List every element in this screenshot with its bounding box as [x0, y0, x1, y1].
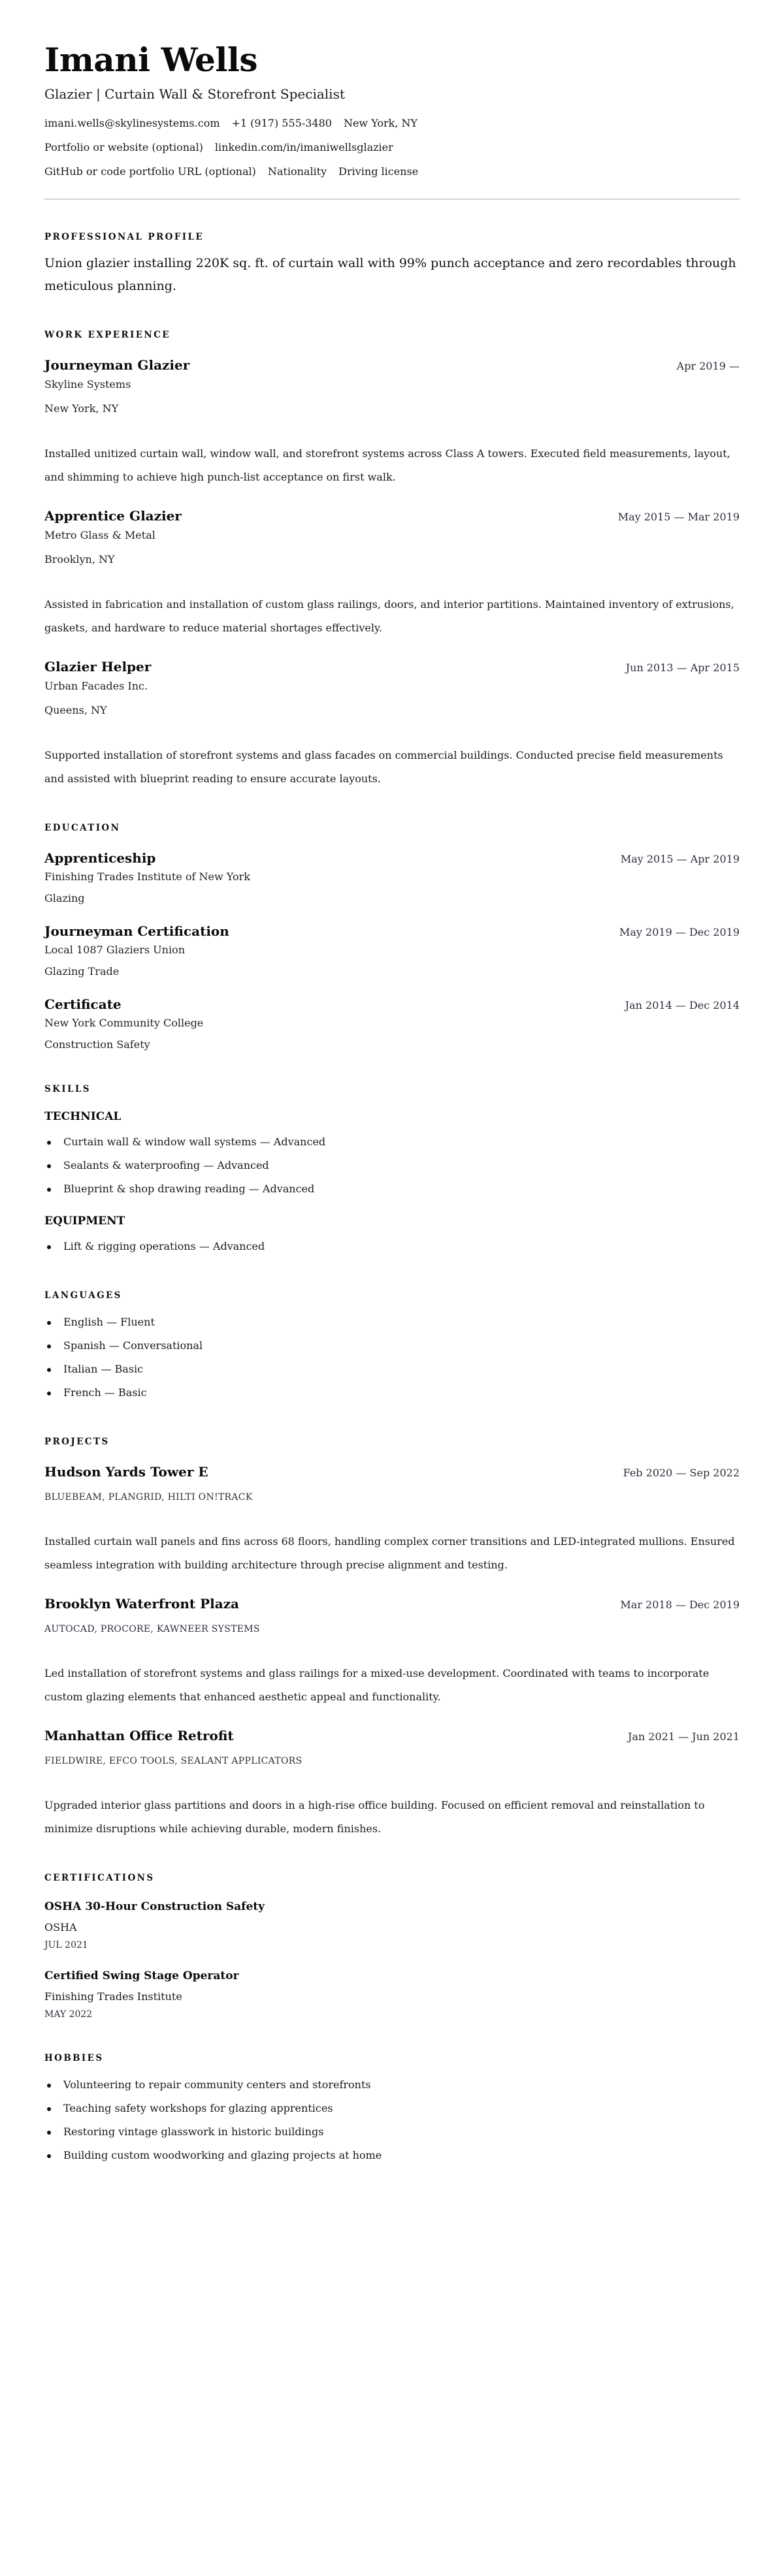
certification-date: JUL 2021	[44, 1940, 88, 1950]
project-tools: AUTOCAD, PROCORE, KAWNEER SYSTEMS	[44, 1624, 260, 1634]
certification-issuer: OSHA	[44, 1921, 77, 1933]
job-description: Assisted in fabrication and installation of custom glass railings, doors, and interior partitions. Maintained inventory of extrusions, gaskets, and hardware to reduce material shortages effectively.	[44, 598, 734, 634]
skill-list-equipment	[44, 1235, 740, 1258]
language-item: Spanish — Conversational	[44, 1334, 740, 1358]
job-description: Supported installation of storefront systems and glass facades on commercial buildings. Conducted precise field measurements and assisted with blueprint reading to ensure accurate layouts.	[44, 749, 723, 785]
section-profile	[44, 231, 740, 298]
section-title-hobbies: HOBBIES	[44, 2053, 104, 2063]
project-entry	[44, 1463, 740, 1577]
job-dates: May 2015 — Mar 2019	[617, 511, 740, 523]
certification-name: OSHA 30-Hour Construction Safety	[44, 1900, 265, 1913]
hobby-item: Teaching safety workshops for glazing apprentices	[44, 2097, 740, 2120]
candidate-headline: Glazier | Curtain Wall & Storefront Specialist	[44, 86, 345, 102]
language-item: Italian — Basic	[44, 1358, 740, 1381]
contact-portfolio[interactable]: Portfolio or website (optional)	[44, 141, 203, 153]
language-item: French — Basic	[44, 1381, 740, 1405]
certification-entry	[44, 1969, 740, 2021]
skill-item: Sealants & waterproofing — Advanced	[44, 1154, 740, 1177]
skill-item: Blueprint & shop drawing reading — Advanced	[44, 1177, 740, 1201]
contact-row-primary	[44, 116, 740, 131]
contact-location: New York, NY	[343, 117, 418, 129]
education-field: Glazing Trade	[44, 965, 120, 978]
hobby-list	[44, 2073, 740, 2167]
skill-group-equipment: EQUIPMENT	[44, 1215, 125, 1228]
education-entry	[44, 996, 740, 1052]
experience-entry	[44, 507, 740, 640]
section-certifications	[44, 1872, 740, 2021]
education-degree: Apprenticeship	[44, 850, 156, 866]
contact-row-extra	[44, 165, 740, 179]
certification-entry	[44, 1900, 740, 1952]
section-title-languages: LANGUAGES	[44, 1290, 122, 1301]
education-institution: New York Community College	[44, 1017, 204, 1029]
education-institution: Local 1087 Glaziers Union	[44, 944, 186, 956]
project-tools: BLUEBEAM, PLANGRID, HILTI ON!TRACK	[44, 1492, 253, 1503]
education-field: Construction Safety	[44, 1038, 150, 1051]
contact-driving-license: Driving license	[338, 165, 419, 178]
section-projects	[44, 1436, 740, 1841]
project-description: Led installation of storefront systems and glass railings for a mixed-use development. Coordinated with teams to incorporate custom glazing elements that enhanced aesthetic appeal and functionality.	[44, 1667, 710, 1703]
hobby-item: Building custom woodworking and glazing projects at home	[44, 2144, 740, 2167]
section-title-skills: SKILLS	[44, 1084, 91, 1094]
section-title-certifications: CERTIFICATIONS	[44, 1873, 155, 1883]
job-dates: Jun 2013 — Apr 2015	[625, 661, 740, 674]
contact-nationality: Nationality	[267, 165, 327, 178]
job-location: Queens, NY	[44, 704, 107, 716]
education-degree: Journeyman Certification	[44, 923, 229, 939]
language-item: English — Fluent	[44, 1311, 740, 1334]
language-list	[44, 1311, 740, 1405]
contact-github[interactable]: GitHub or code portfolio URL (optional)	[44, 165, 256, 178]
project-description: Upgraded interior glass partitions and doors in a high-rise office building. Focused on efficient removal and reinstallation to minimize disruptions while achieving durable, modern finishes.	[44, 1799, 705, 1835]
hobby-item: Volunteering to repair community centers and storefronts	[44, 2073, 740, 2097]
skill-item: Lift & rigging operations — Advanced	[44, 1235, 740, 1258]
contact-email[interactable]: imani.wells@skylinesystems.com	[44, 117, 220, 129]
project-dates: Feb 2020 — Sep 2022	[623, 1467, 740, 1479]
job-title: Apprentice Glazier	[44, 508, 182, 524]
job-company: Skyline Systems	[44, 378, 131, 390]
project-description: Installed curtain wall panels and fins across 68 floors, handling complex corner transitions and LED-integrated mullions. Ensured seamless integration with building architecture through precise alignment and testing.	[44, 1535, 735, 1571]
education-entry	[44, 850, 740, 906]
experience-entry	[44, 357, 740, 489]
contact-phone[interactable]: +1 (917) 555-3480	[231, 117, 332, 129]
section-title-experience: WORK EXPERIENCE	[44, 330, 171, 340]
certification-name: Certified Swing Stage Operator	[44, 1969, 239, 1982]
section-title-projects: PROJECTS	[44, 1437, 110, 1447]
education-dates: May 2015 — Apr 2019	[620, 853, 740, 865]
skill-item: Curtain wall & window wall systems — Advanced	[44, 1130, 740, 1154]
hobby-item: Restoring vintage glasswork in historic buildings	[44, 2120, 740, 2144]
certification-date: MAY 2022	[44, 2009, 93, 2020]
project-name: Manhattan Office Retrofit	[44, 1728, 234, 1743]
section-title-education: EDUCATION	[44, 823, 121, 833]
section-education	[44, 822, 740, 1052]
candidate-name: Imani Wells	[44, 40, 257, 79]
resume-header	[44, 40, 740, 179]
certification-issuer: Finishing Trades Institute	[44, 1990, 182, 2003]
education-degree: Certificate	[44, 996, 122, 1012]
job-location: New York, NY	[44, 402, 119, 415]
education-institution: Finishing Trades Institute of New York	[44, 870, 250, 883]
section-languages	[44, 1290, 740, 1405]
project-entry	[44, 1595, 740, 1709]
experience-entry	[44, 658, 740, 791]
contact-linkedin[interactable]: linkedin.com/in/imaniwellsglazier	[214, 141, 393, 153]
project-entry	[44, 1727, 740, 1841]
job-company: Metro Glass & Metal	[44, 529, 155, 541]
job-title: Glazier Helper	[44, 659, 152, 675]
education-dates: May 2019 — Dec 2019	[619, 926, 740, 938]
job-company: Urban Facades Inc.	[44, 680, 148, 692]
project-dates: Mar 2018 — Dec 2019	[620, 1598, 740, 1611]
project-dates: Jan 2021 — Jun 2021	[627, 1730, 740, 1743]
skill-list-technical	[44, 1130, 740, 1201]
skill-group-technical: TECHNICAL	[44, 1110, 122, 1123]
contact-row-links	[44, 140, 740, 155]
section-title-profile: PROFESSIONAL PROFILE	[44, 232, 204, 242]
project-tools: FIELDWIRE, EFCO TOOLS, SEALANT APPLICATORS	[44, 1756, 302, 1766]
section-skills	[44, 1083, 740, 1258]
job-description: Installed unitized curtain wall, window wall, and storefront systems across Class A towers. Executed field measurements, layout, and shimming to achieve high punch-list acceptance on first walk.	[44, 447, 730, 483]
section-hobbies	[44, 2052, 740, 2167]
profile-summary: Union glazier installing 220K sq. ft. of curtain wall with 99% punch acceptance and zero recordables through meticulous planning.	[44, 256, 736, 293]
job-title: Journeyman Glazier	[44, 357, 190, 373]
section-experience	[44, 329, 740, 791]
project-name: Hudson Yards Tower E	[44, 1464, 208, 1480]
project-name: Brooklyn Waterfront Plaza	[44, 1596, 240, 1612]
education-entry	[44, 923, 740, 979]
header-divider	[44, 199, 740, 200]
job-location: Brooklyn, NY	[44, 553, 115, 565]
education-dates: Jan 2014 — Dec 2014	[625, 999, 740, 1011]
education-field: Glazing	[44, 892, 85, 904]
job-dates: Apr 2019 —	[676, 360, 740, 372]
